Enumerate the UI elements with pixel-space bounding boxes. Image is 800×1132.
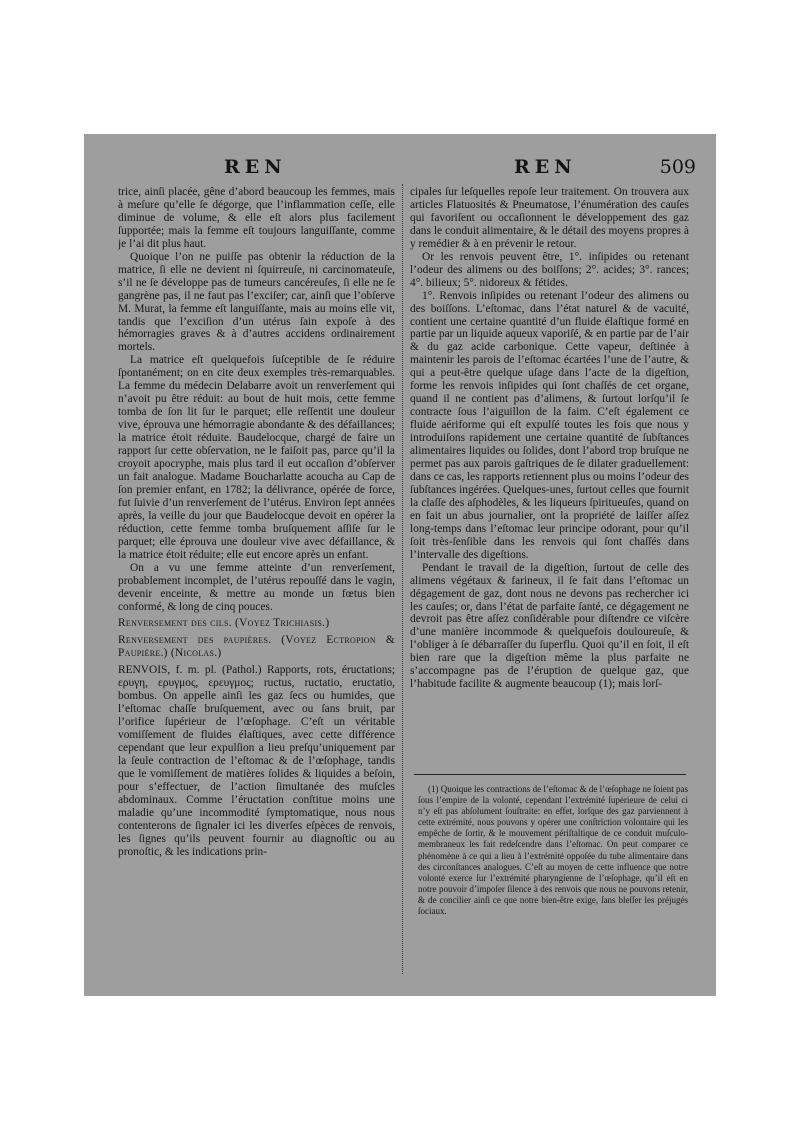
book-page [84,134,716,996]
running-header [84,156,716,180]
column-divider [402,184,404,974]
entry-renvois [118,664,395,858]
entry-renversement-cils: Renversement des cils. (Voyez Trichiasis.) [118,617,330,630]
page-number: 509 [659,156,696,178]
paragraph: Or les renvois peuvent être, 1°. inſipides ou retenant l’odeur des alimens ou des boiſſons; 2°. acides; 3°. rances; 4°. bilieux; 5°. nidoreux & fétides. [410,250,689,289]
entry-renversement-paupieres: Renversement des paupières. (Voyez Ectropion & Paupière.) (Nicolas.) [118,634,395,660]
paragraph: Quoique l’on ne puiſſe pas obtenir la réduction de la matrice, ſi elle ne devient ni ſquirreuſe, ni carcinomateuſe, s’il ne ſe développe pas de tumeurs cancéreuſes, ſi elle ne ſe gangrène pas, il ne faut pas l’exciſer; car, ainſi que l’obſerve M. Murat, la femme eſt languiſſante, mais au moins elle vit, tandis que l’exciſion d’un utérus ſain expoſe à des hémorragies graves & à d’autres accidens ordinairement mortels. [118,250,395,354]
entry-body: f. m. pl. (Pathol.) Rapports, rots, éructations; ερυγη, ερυγμος, ερευγμος; ructus, ructatio, eructatio, bombus. On appelle ainſi les gaz ſecs ou humides, que l’eſtomac chaſſe bruſquement, avec ou ſans bruit, par l’orifice ſupérieur de l’œſophage. C’eſt un véritable vomiſſement de fluides élaſtiques, avec cette différence cependant que leur expulſion a lieu preſqu’uniquement par la ſeule contraction de l’eſtomac & de l’œſophage, tandis que le vomiſſement de matières ſolides & liquides a beſoin, pour s’effectuer, de l’action ſimultanée des muſcles abdominaux. Comme l’éructation conſtitue moins une maladie qu’une incommodité ſymptomatique, nous nous contenterons de ſignaler ici les diverſes eſpèces de renvois, les ſignes qu’ils peuvent fournir au diagnoſtic ou au pronoſtic, & les indications prin- [118,664,395,858]
paragraph: La matrice eſt quelquefois ſuſceptible de ſe réduire ſpontanément; on en cite deux exemples très-remarquables. La femme du médecin Delabarre avoit un renverſement qui n’avoit pu être réduit: au bout de huit mois, cette femme tomba de ſon lit ſur le parquet; elle reſſentit une douleur vive, éprouva une hémorragie abondante & des défaillances; la matrice étoit réduite. Baudelocque, chargé de faire un rapport ſur cette obſervation, ne le faiſoit pas, parce qu’il la croyoit apocryphe, mais plus tard il eut occaſion d’obſerver un fait analogue. Madame Boucharlatte acoucha au Cap de ſon premier enfant, en 1782; la délivrance, opérée de force, fut ſuivie d’un renverſement de l’utérus. Environ ſept années après, la veille du jour que Baudelocque devoit en opérer la réduction, cette femme tomba bruſquement aſſiſe ſur le parquet; elle éprouva une douleur vive avec défaillance, & la matrice étoit réduite; elle eut encore après un enfant. [118,354,395,561]
entry-headword: RENVOIS, [118,664,171,677]
footnote [418,784,688,980]
paragraph: cipales ſur leſquelles repoſe leur traitement. On trouvera aux articles Flatuosités & Pneumatose, l’énumération des cauſes qui favoriſent ou occaſionnent le développement des gaz dans le conduit alimentaire, & le détail des moyens propres à y remédier & à en prévenir le retour. [410,186,689,250]
paragraph: trice, ainſi placée, gêne d’abord beaucoup les femmes, mais à meſure qu’elle ſe dégorge, que l’inflammation ceſſe, elle diminue de volume, & elle eſt alors plus facilement ſupportée; mais la femme eſt toujours languiſſante, comme je l’ai dit plus haut. [118,186,395,250]
left-running-head: REN [224,156,287,178]
right-column [410,186,689,762]
left-column [118,186,395,976]
paragraph: Pendant le travail de la digeſtion, ſurtout de celle des alimens végétaux & farineux, il ſe fait dans l’eſtomac un dégagement de gaz, dont nous ne devons pas rechercher ici les cauſes; or, dans l’état de parfaite ſanté, ce dégagement ne devroit pas être aſſez conſidérable pour diſtendre ce viſcère d’une manière incommode & quelquefois douloureuſe, & l’obliger à ſe débarraſſer du ſuperflu. Quoi qu’il en ſoit, il eſt bien rare que la digeſtion même la plus parfaite ne s’accompagne pas de l’éruption de quelque gaz, que l’habitude facilite & augmente beaucoup (1); mais lorſ- [410,561,689,691]
footnote-rule [414,774,686,775]
paragraph: On a vu une femme atteinte d’un renverſement, probablement incomplet, de l’utérus repouſſé dans le vagin, devenir enceinte, & mettre au monde un fœtus bien conformé, & long de cinq pouces. [118,561,395,613]
right-running-head: REN [514,156,577,178]
footnote-text: (1) Quoique les contractions de l’eſtomac & de l’œſophage ne ſoient pas ſous l’empire de la volonté, cependant l’extrémité ſupérieure de celui ci n’y eſt pas abſolument ſouſtraite: en effet, lorſque des gaz parviennent à cette extrémité, nous pouvons y opérer une conſtriction volontaire qui les empêche de ſortir, & le mouvement périſtaltique de ce conduit muſculo-membraneux les fait redeſcendre dans l’eſtomac. On peut comparer ce phénomène à ce qui a lieu à l’extrémité oppoſée du tube alimentaire dans des circonſtances analogues. C’eſt au moyen de cette influence que notre volonté exerce ſur l’extrémité pharyngienne de l’œſophage, qu’il eſt en notre pouvoir d’impoſer ſilence à des renvois que nous ne pouvons retenir, & de concilier ainſi ce que notre bien-être exige, ſans bleſſer les préjugés ſociaux. [418,784,688,917]
paragraph: 1°. Renvois inſipides ou retenant l’odeur des alimens ou des boiſſons. L’eſtomac, dans l’état naturel & de vacuité, contient une certaine quantité d’un fluide élaſtique formé en partie par un liquide aqueux vaporiſé, & en partie par de l’air & du gaz acide carbonique. Cette vapeur, deſtinée à maintenir les parois de l’eſtomac écartées l’une de l’autre, & qui a peut-être quelque uſage dans l’acte de la digeſtion, forme les renvois inſipides qui ſont chaſſés de cet organe, quand il ne contient pas d’alimens, & ſurtout lorſqu’il ſe contracte ſous l’aiguillon de la faim. C’eſt également ce fluide aériforme qui eſt expulſé toutes les fois que nous y introduiſons rapidement une certaine quantité de ſubſtances alimentaires liquides ou ſolides, dont l’abord trop bruſque ne permet pas aux parois gaſtriques de ſe dilater graduellement: dans ce cas, les rapports retiennent plus ou moins l’odeur des ſubſtances ingérées. Quelques-unes, ſurtout celles que fournit la claſſe des aſphodèles, & les liqueurs ſpiritueuſes, quand on en fait un abus journalier, ont la propriété de laiſſer aſſez long-temps dans l’eſtomac leur principe odorant, pour qu’il ſoit très-ſenſible dans les renvois qui ſont chaſſés dans l’intervalle des digeſtions. [410,289,689,561]
